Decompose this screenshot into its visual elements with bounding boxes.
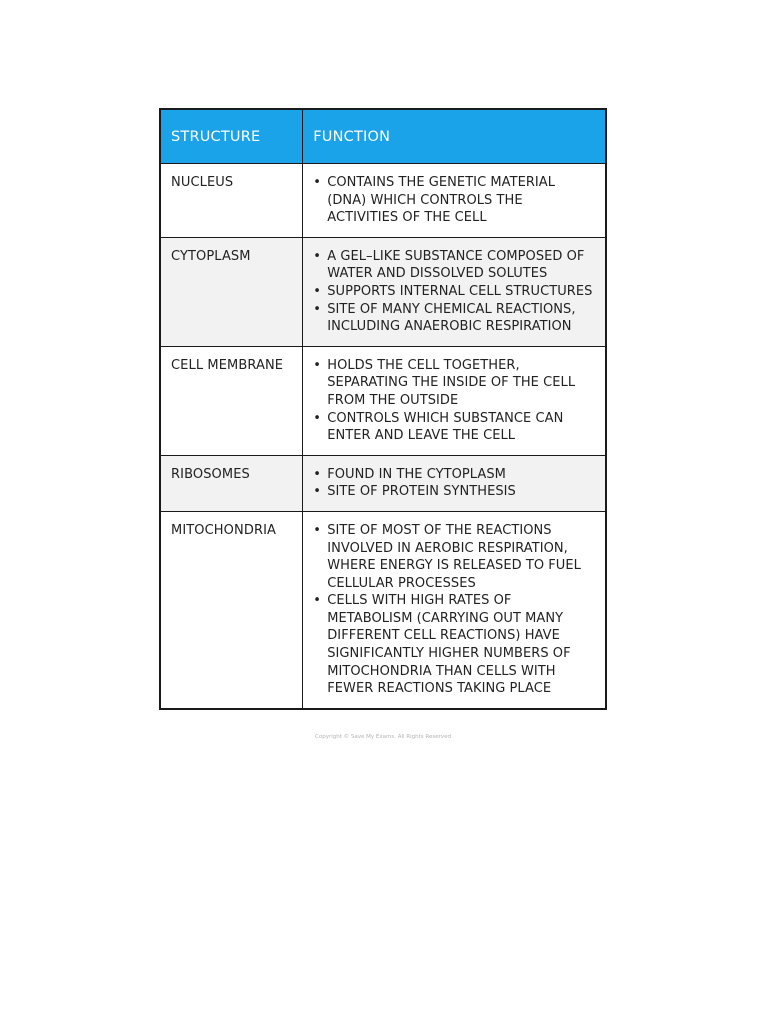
copyright-notice: Copyright © Save My Exams. All Rights Reserved bbox=[315, 734, 451, 740]
table-row bbox=[160, 164, 606, 238]
function-item: • SITE OF PROTEIN SYNTHESIS bbox=[313, 483, 597, 501]
function-item: • A GEL–LIKE SUBSTANCE COMPOSED OF WATER AND DISSOLVED SOLUTES bbox=[313, 248, 597, 283]
function-item: • SITE OF MOST OF THE REACTIONS INVOLVED IN AEROBIC RESPIRATION, WHERE ENERGY IS RELEASED TO FUEL CELLULAR PROCESSES bbox=[313, 522, 597, 592]
structure-cell: NUCLEUS bbox=[160, 164, 303, 238]
table-row bbox=[160, 511, 606, 708]
function-item: • HOLDS THE CELL TOGETHER, SEPARATING THE INSIDE OF THE CELL FROM THE OUTSIDE bbox=[313, 357, 597, 410]
function-cell bbox=[303, 164, 606, 238]
table-row bbox=[160, 237, 606, 346]
table-header-row bbox=[160, 109, 606, 164]
structure-cell: RIBOSOMES bbox=[160, 455, 303, 511]
cell-structures-table bbox=[159, 108, 607, 710]
function-item: • CONTAINS THE GENETIC MATERIAL (DNA) WHICH CONTROLS THE ACTIVITIES OF THE CELL bbox=[313, 174, 597, 227]
function-item: • SUPPORTS INTERNAL CELL STRUCTURES bbox=[313, 283, 597, 301]
structure-cell: MITOCHONDRIA bbox=[160, 511, 303, 708]
table-row bbox=[160, 346, 606, 455]
function-list bbox=[313, 357, 597, 445]
function-cell bbox=[303, 511, 606, 708]
table-row bbox=[160, 455, 606, 511]
function-cell bbox=[303, 455, 606, 511]
header-function: FUNCTION bbox=[303, 109, 606, 164]
function-list bbox=[313, 248, 597, 336]
function-list bbox=[313, 174, 597, 227]
function-item: • CONTROLS WHICH SUBSTANCE CAN ENTER AND LEAVE THE CELL bbox=[313, 410, 597, 445]
function-list bbox=[313, 466, 597, 501]
function-cell bbox=[303, 237, 606, 346]
header-structure: STRUCTURE bbox=[160, 109, 303, 164]
function-item: • SITE OF MANY CHEMICAL REACTIONS, INCLUDING ANAEROBIC RESPIRATION bbox=[313, 301, 597, 336]
function-item: • FOUND IN THE CYTOPLASM bbox=[313, 466, 597, 484]
function-cell bbox=[303, 346, 606, 455]
structure-cell: CELL MEMBRANE bbox=[160, 346, 303, 455]
function-item: • CELLS WITH HIGH RATES OF METABOLISM (CARRYING OUT MANY DIFFERENT CELL REACTIONS) HAVE SIGNIFICANTLY HIGHER NUMBERS OF MITOCHONDRIA THAN CELLS WITH FEWER REACTIONS TAKING PLACE bbox=[313, 592, 597, 698]
function-list bbox=[313, 522, 597, 698]
structure-cell: CYTOPLASM bbox=[160, 237, 303, 346]
